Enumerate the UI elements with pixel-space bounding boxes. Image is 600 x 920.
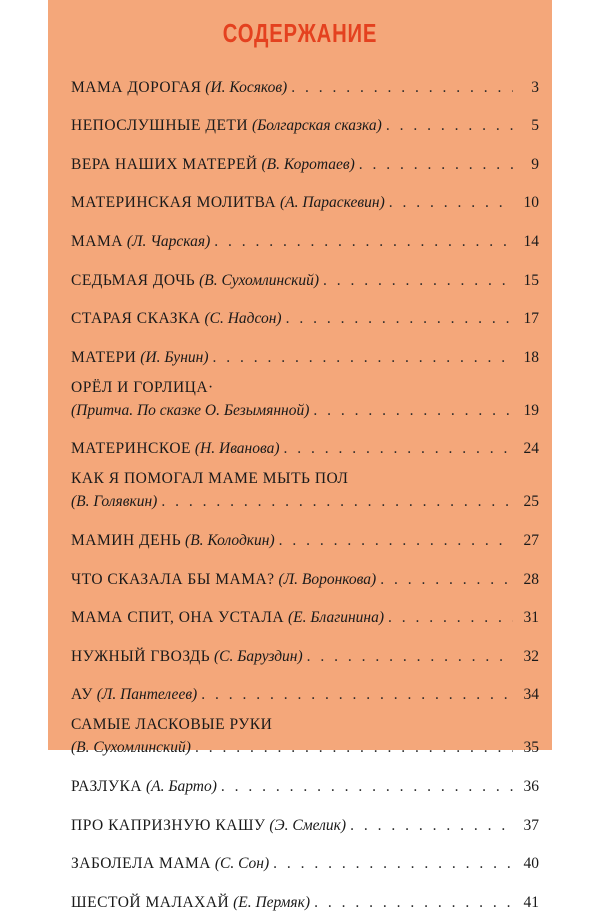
entry-page: 10 (523, 194, 539, 212)
toc-entry[interactable] (71, 843, 539, 882)
entry-author: (Л. Пантелеев) (96, 686, 198, 704)
dot-leader (386, 117, 513, 135)
entry-page: 28 (523, 570, 539, 588)
entry-title: РАЗЛУКА (71, 777, 143, 795)
toc-entry[interactable] (71, 804, 539, 843)
toc-entry[interactable] (71, 336, 539, 375)
toc-entry[interactable] (71, 143, 539, 182)
entry-author: (В. Голявкин) (71, 493, 158, 511)
dot-leader (273, 855, 513, 873)
dot-leader (359, 156, 513, 174)
dot-leader (279, 532, 513, 550)
entry-author: (А. Барто) (145, 777, 217, 795)
toc-entry[interactable] (71, 881, 539, 920)
dot-leader (388, 609, 513, 627)
entry-title: МАМИН ДЕНЬ (71, 531, 182, 549)
entry-page: 32 (523, 647, 539, 665)
entry-author: (С. Баруздин) (214, 647, 303, 665)
dot-leader (389, 194, 513, 212)
entry-title: ОРЁЛ И ГОРЛИЦА· (71, 378, 214, 396)
entry-author: (В. Коротаев) (261, 155, 355, 173)
entry-page: 31 (523, 609, 539, 627)
entry-author: (Е. Благинина) (287, 609, 385, 627)
toc-entry[interactable] (71, 558, 539, 597)
entry-author: (Е. Пермяк) (233, 893, 311, 911)
entry-page: 36 (523, 777, 539, 795)
toc-entry[interactable] (71, 375, 539, 428)
entry-page: 18 (523, 348, 539, 366)
table-of-contents (71, 66, 539, 920)
toc-entry[interactable] (71, 182, 539, 221)
dot-leader (195, 739, 513, 757)
entry-page: 14 (523, 232, 539, 250)
dot-leader (307, 648, 513, 666)
dot-leader (323, 272, 513, 290)
toc-entry[interactable] (71, 519, 539, 558)
toc-entry[interactable] (71, 259, 539, 298)
toc-entry[interactable] (71, 428, 539, 467)
toc-entry[interactable] (71, 765, 539, 804)
dot-leader (214, 233, 513, 251)
entry-page: 35 (523, 739, 539, 757)
entry-author: (И. Бунин) (140, 348, 209, 366)
toc-entry[interactable] (71, 597, 539, 636)
dot-leader (314, 894, 513, 912)
entry-author: (Л. Воронкова) (278, 570, 377, 588)
entry-page: 34 (523, 686, 539, 704)
dot-leader (284, 440, 513, 458)
entry-page: 17 (523, 310, 539, 328)
entry-page: 41 (523, 893, 539, 911)
entry-title: НУЖНЫЙ ГВОЗДЬ (71, 647, 211, 665)
entry-title: ШЕСТОЙ МАЛАХАЙ (71, 893, 230, 911)
entry-title: МАТЕРИ (71, 348, 137, 366)
entry-title: НЕПОСЛУШНЫЕ ДЕТИ (71, 117, 249, 135)
toc-entry[interactable] (71, 66, 539, 105)
entry-page: 15 (523, 271, 539, 289)
entry-title: КАК Я ПОМОГАЛ МАМЕ МЫТЬ ПОЛ (71, 470, 349, 488)
entry-title: МАТЕРИНСКАЯ МОЛИТВА (71, 194, 277, 212)
dot-leader (286, 310, 513, 328)
entry-author: (С. Сон) (214, 855, 270, 873)
entry-page: 27 (523, 531, 539, 549)
dot-leader (201, 686, 513, 704)
entry-page: 5 (531, 117, 539, 135)
entry-title: ВЕРА НАШИХ МАТЕРЕЙ (71, 155, 258, 173)
entry-author: (И. Косяков) (205, 78, 288, 96)
entry-author: (Болгарская сказка) (251, 117, 382, 135)
dot-leader (291, 79, 513, 97)
entry-title: ПРО КАПРИЗНУЮ КАШУ (71, 816, 266, 834)
entry-page: 3 (531, 78, 539, 96)
entry-author: (Л. Чарская) (126, 232, 211, 250)
toc-entry[interactable] (71, 105, 539, 144)
contents-page (48, 0, 552, 911)
entry-title: СЕДЬМАЯ ДОЧЬ (71, 271, 196, 289)
entry-title: МАМА ДОРОГАЯ (71, 78, 202, 96)
entry-author: (В. Колодкин) (185, 531, 275, 549)
entry-title: МАТЕРИНСКОЕ (71, 440, 192, 458)
toc-entry[interactable] (71, 635, 539, 674)
entry-title: ЧТО СКАЗАЛА БЫ МАМА? (71, 570, 275, 588)
entry-author: (С. Надсон) (204, 310, 282, 328)
entry-author: (Э. Смелик) (269, 816, 347, 834)
dot-leader (161, 493, 513, 511)
entry-author: (А. Параскевин) (279, 194, 385, 212)
entry-title: СТАРАЯ СКАЗКА (71, 310, 201, 328)
entry-title: АУ (71, 686, 93, 704)
entry-title: МАМА СПИТ, ОНА УСТАЛА (71, 609, 285, 627)
entry-author: (Н. Иванова) (194, 440, 280, 458)
entry-page: 24 (523, 440, 539, 458)
entry-title: САМЫЕ ЛАСКОВЫЕ РУКИ (71, 716, 273, 734)
dot-leader (350, 817, 513, 835)
toc-entry[interactable] (71, 466, 539, 519)
entry-page: 37 (523, 816, 539, 834)
entry-page: 9 (531, 155, 539, 173)
entry-author: (Притча. По сказке О. Безымянной) (71, 401, 310, 419)
dot-leader (380, 571, 513, 589)
entry-title: ЗАБОЛЕЛА МАМА (71, 855, 211, 873)
entry-author: (В. Сухомлинский) (199, 271, 320, 289)
toc-entry[interactable] (71, 220, 539, 259)
toc-entry[interactable] (71, 674, 539, 713)
entry-author: (В. Сухомлинский) (71, 739, 191, 757)
dot-leader (212, 349, 513, 367)
entry-page: 19 (523, 401, 539, 419)
dot-leader (221, 778, 513, 796)
entry-title: МАМА (71, 232, 123, 250)
entry-page: 40 (523, 855, 539, 873)
page-title: СОДЕРЖАНИЕ (222, 18, 378, 48)
toc-entry[interactable] (71, 712, 539, 765)
toc-entry[interactable] (71, 298, 539, 337)
entry-page: 25 (523, 493, 539, 511)
dot-leader (313, 402, 513, 420)
